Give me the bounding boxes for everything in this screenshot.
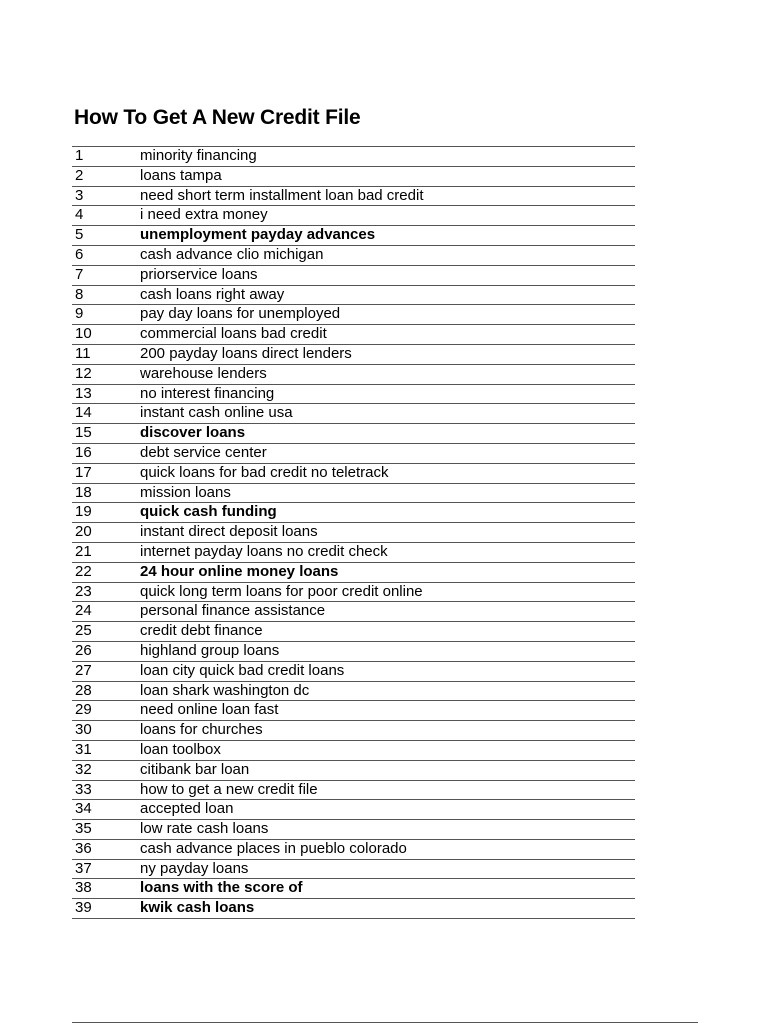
row-term: loans tampa: [140, 166, 635, 186]
table-row: [72, 344, 635, 364]
table-row: [72, 879, 635, 899]
row-number: 10: [72, 325, 140, 345]
row-number: 24: [72, 602, 140, 622]
table-row: [72, 859, 635, 879]
row-number: 25: [72, 622, 140, 642]
row-term: cash loans right away: [140, 285, 635, 305]
row-number: 32: [72, 760, 140, 780]
table-row: [72, 839, 635, 859]
table-row: [72, 443, 635, 463]
table-row: [72, 622, 635, 642]
row-term: cash advance places in pueblo colorado: [140, 839, 635, 859]
row-term: loans with the score of: [140, 879, 635, 899]
table-row: [72, 404, 635, 424]
row-term: no interest financing: [140, 384, 635, 404]
row-number: 35: [72, 820, 140, 840]
table-row: [72, 820, 635, 840]
row-term: unemployment payday advances: [140, 226, 635, 246]
row-number: 5: [72, 226, 140, 246]
row-term: ny payday loans: [140, 859, 635, 879]
row-term: how to get a new credit file: [140, 780, 635, 800]
row-term: minority financing: [140, 147, 635, 167]
page-title: How To Get A New Credit File: [74, 106, 361, 129]
row-term: warehouse lenders: [140, 364, 635, 384]
table-row: [72, 285, 635, 305]
table-row: [72, 265, 635, 285]
row-number: 30: [72, 721, 140, 741]
table-row: [72, 245, 635, 265]
row-number: 14: [72, 404, 140, 424]
table-row: [72, 740, 635, 760]
row-number: 36: [72, 839, 140, 859]
row-number: 39: [72, 899, 140, 919]
row-number: 11: [72, 344, 140, 364]
row-number: 17: [72, 463, 140, 483]
table-row: [72, 661, 635, 681]
row-term: mission loans: [140, 483, 635, 503]
row-number: 6: [72, 245, 140, 265]
table-row: [72, 384, 635, 404]
row-term: quick long term loans for poor credit online: [140, 582, 635, 602]
row-term: 200 payday loans direct lenders: [140, 344, 635, 364]
row-term: accepted loan: [140, 800, 635, 820]
table-row: [72, 226, 635, 246]
row-number: 31: [72, 740, 140, 760]
table-row: [72, 582, 635, 602]
table-row: [72, 186, 635, 206]
row-number: 37: [72, 859, 140, 879]
row-term: internet payday loans no credit check: [140, 542, 635, 562]
row-number: 34: [72, 800, 140, 820]
row-term: 24 hour online money loans: [140, 562, 635, 582]
row-term: low rate cash loans: [140, 820, 635, 840]
row-term: personal finance assistance: [140, 602, 635, 622]
table-row: [72, 721, 635, 741]
table-row: [72, 305, 635, 325]
row-term: need short term installment loan bad credit: [140, 186, 635, 206]
row-term: cash advance clio michigan: [140, 245, 635, 265]
row-number: 26: [72, 641, 140, 661]
table-row: [72, 899, 635, 919]
table-row: [72, 206, 635, 226]
row-number: 13: [72, 384, 140, 404]
table-row: [72, 364, 635, 384]
table-row: [72, 602, 635, 622]
table-row: [72, 562, 635, 582]
row-term: commercial loans bad credit: [140, 325, 635, 345]
row-number: 21: [72, 542, 140, 562]
row-number: 20: [72, 523, 140, 543]
table-row: [72, 147, 635, 167]
row-number: 38: [72, 879, 140, 899]
row-number: 4: [72, 206, 140, 226]
row-term: discover loans: [140, 424, 635, 444]
row-term: credit debt finance: [140, 622, 635, 642]
row-term: need online loan fast: [140, 701, 635, 721]
row-number: 33: [72, 780, 140, 800]
row-number: 2: [72, 166, 140, 186]
table-row: [72, 800, 635, 820]
row-number: 27: [72, 661, 140, 681]
row-number: 22: [72, 562, 140, 582]
row-number: 29: [72, 701, 140, 721]
table-row: [72, 523, 635, 543]
row-number: 3: [72, 186, 140, 206]
row-term: citibank bar loan: [140, 760, 635, 780]
row-number: 1: [72, 147, 140, 167]
row-term: highland group loans: [140, 641, 635, 661]
row-term: kwik cash loans: [140, 899, 635, 919]
row-term: loan city quick bad credit loans: [140, 661, 635, 681]
row-number: 19: [72, 503, 140, 523]
table-row: [72, 463, 635, 483]
row-term: i need extra money: [140, 206, 635, 226]
table-row: [72, 503, 635, 523]
table-row: [72, 760, 635, 780]
row-term: quick loans for bad credit no teletrack: [140, 463, 635, 483]
row-term: loans for churches: [140, 721, 635, 741]
table-row: [72, 780, 635, 800]
row-number: 8: [72, 285, 140, 305]
row-term: loan shark washington dc: [140, 681, 635, 701]
row-number: 18: [72, 483, 140, 503]
row-term: debt service center: [140, 443, 635, 463]
table-row: [72, 325, 635, 345]
table-row: [72, 542, 635, 562]
table-row: [72, 641, 635, 661]
keyword-table: [72, 146, 635, 919]
row-number: 15: [72, 424, 140, 444]
table-row: [72, 483, 635, 503]
row-number: 16: [72, 443, 140, 463]
row-term: instant direct deposit loans: [140, 523, 635, 543]
row-term: loan toolbox: [140, 740, 635, 760]
table-row: [72, 681, 635, 701]
row-term: quick cash funding: [140, 503, 635, 523]
table-row: [72, 701, 635, 721]
row-term: pay day loans for unemployed: [140, 305, 635, 325]
row-term: priorservice loans: [140, 265, 635, 285]
row-number: 23: [72, 582, 140, 602]
row-number: 28: [72, 681, 140, 701]
row-number: 9: [72, 305, 140, 325]
row-number: 7: [72, 265, 140, 285]
row-term: instant cash online usa: [140, 404, 635, 424]
row-number: 12: [72, 364, 140, 384]
footer-divider: [72, 1022, 698, 1023]
table-row: [72, 166, 635, 186]
table-row: [72, 424, 635, 444]
keyword-table-body: [72, 147, 635, 919]
